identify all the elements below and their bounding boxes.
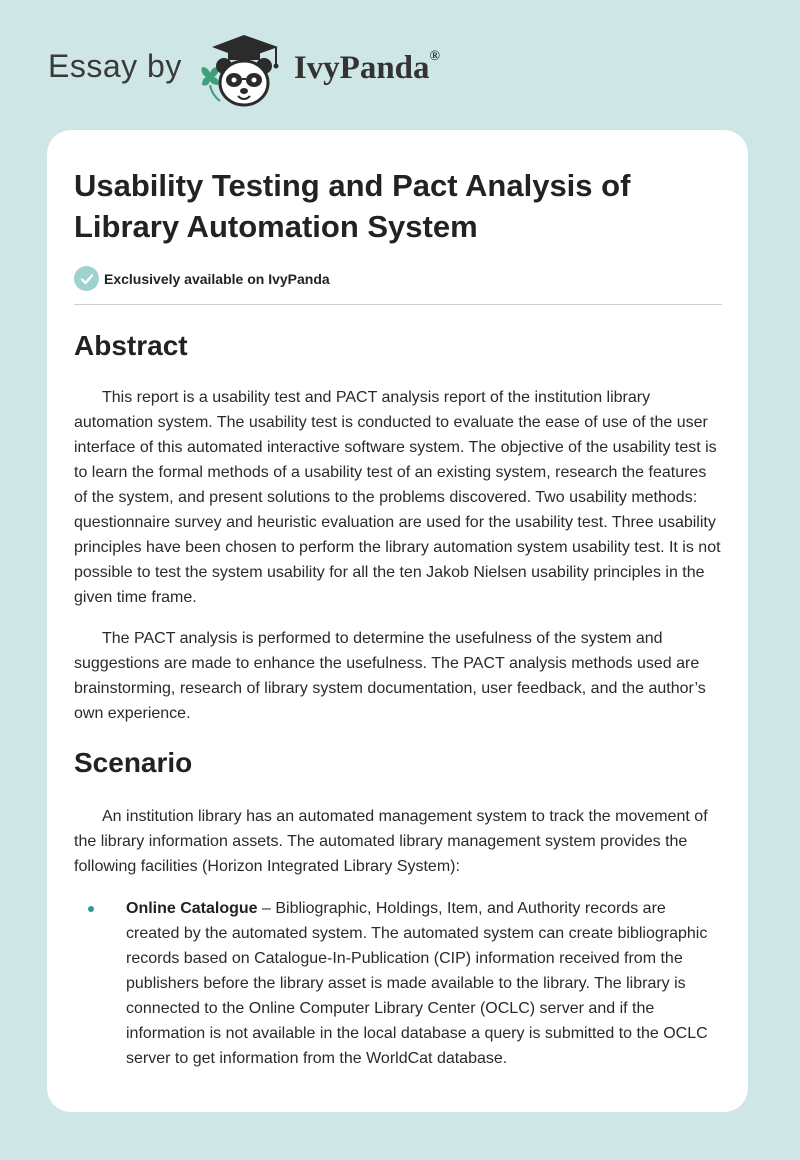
exclusive-badge [74,266,722,291]
scenario-paragraph-1: An institution library has an automated management system to track the movement of the library information assets. The automated library management system provides the following facilities (Horizon Integrated Library System): [74,808,708,875]
scenario-heading: Scenario [74,747,193,778]
list-item [74,896,722,1071]
bullet-icon [88,906,94,912]
facilities-list [74,896,722,1071]
abstract-paragraph-1: This report is a usability test and PACT analysis report of the institution library automation system. The usability test is conducted to evaluate the ease of use of the user interface of this automated interactive software system. The objective of the usability test is to learn the formal methods of a usability test of an existing system, research the features of the system, and present solutions to the problems discovered. Two usability methods: questionnaire survey and heuristic evaluation are used for the usability test. Three usability principles have been chosen to perform the library automation system usability test. It is not possible to test the system usability for all the ten Jakob Nielsen usability principles in the given time frame. [74,389,721,606]
abstract-paragraph-2: The PACT analysis is performed to determine the usefulness of the system and suggestions are made to enhance the usefulness. The PACT analysis methods used are brainstorming, research of library system documentation, user feedback, and the author’s own experience. [74,630,706,722]
brand-name[interactable]: IvyPanda® [293,48,441,86]
article-card [47,130,748,1112]
list-item-term: Online Catalogue [126,900,258,917]
list-item-text: – Bibliographic, Holdings, Item, and Authority records are created by the automated system. The automated system can create bibliographic records based on Catalogue-In-Publication (CIP) information received from the publishers before the library asset is made available to the library. The library is connected to the Online Computer Library Center (OCLC) server and if the information is not available in the local database a query is submitted to the OCLC server to get information from the WorldCat database. [126,900,708,1067]
divider [74,304,722,305]
brand-prefix: Essay by [48,47,182,84]
exclusive-badge-text: Exclusively available on IvyPanda [104,270,330,287]
site-header [48,32,440,112]
check-icon [74,266,99,291]
article-title: Usability Testing and Pact Analysis of Library Automation System [74,168,631,244]
ivypanda-logo-icon[interactable] [198,33,288,111]
abstract-heading: Abstract [74,330,188,361]
